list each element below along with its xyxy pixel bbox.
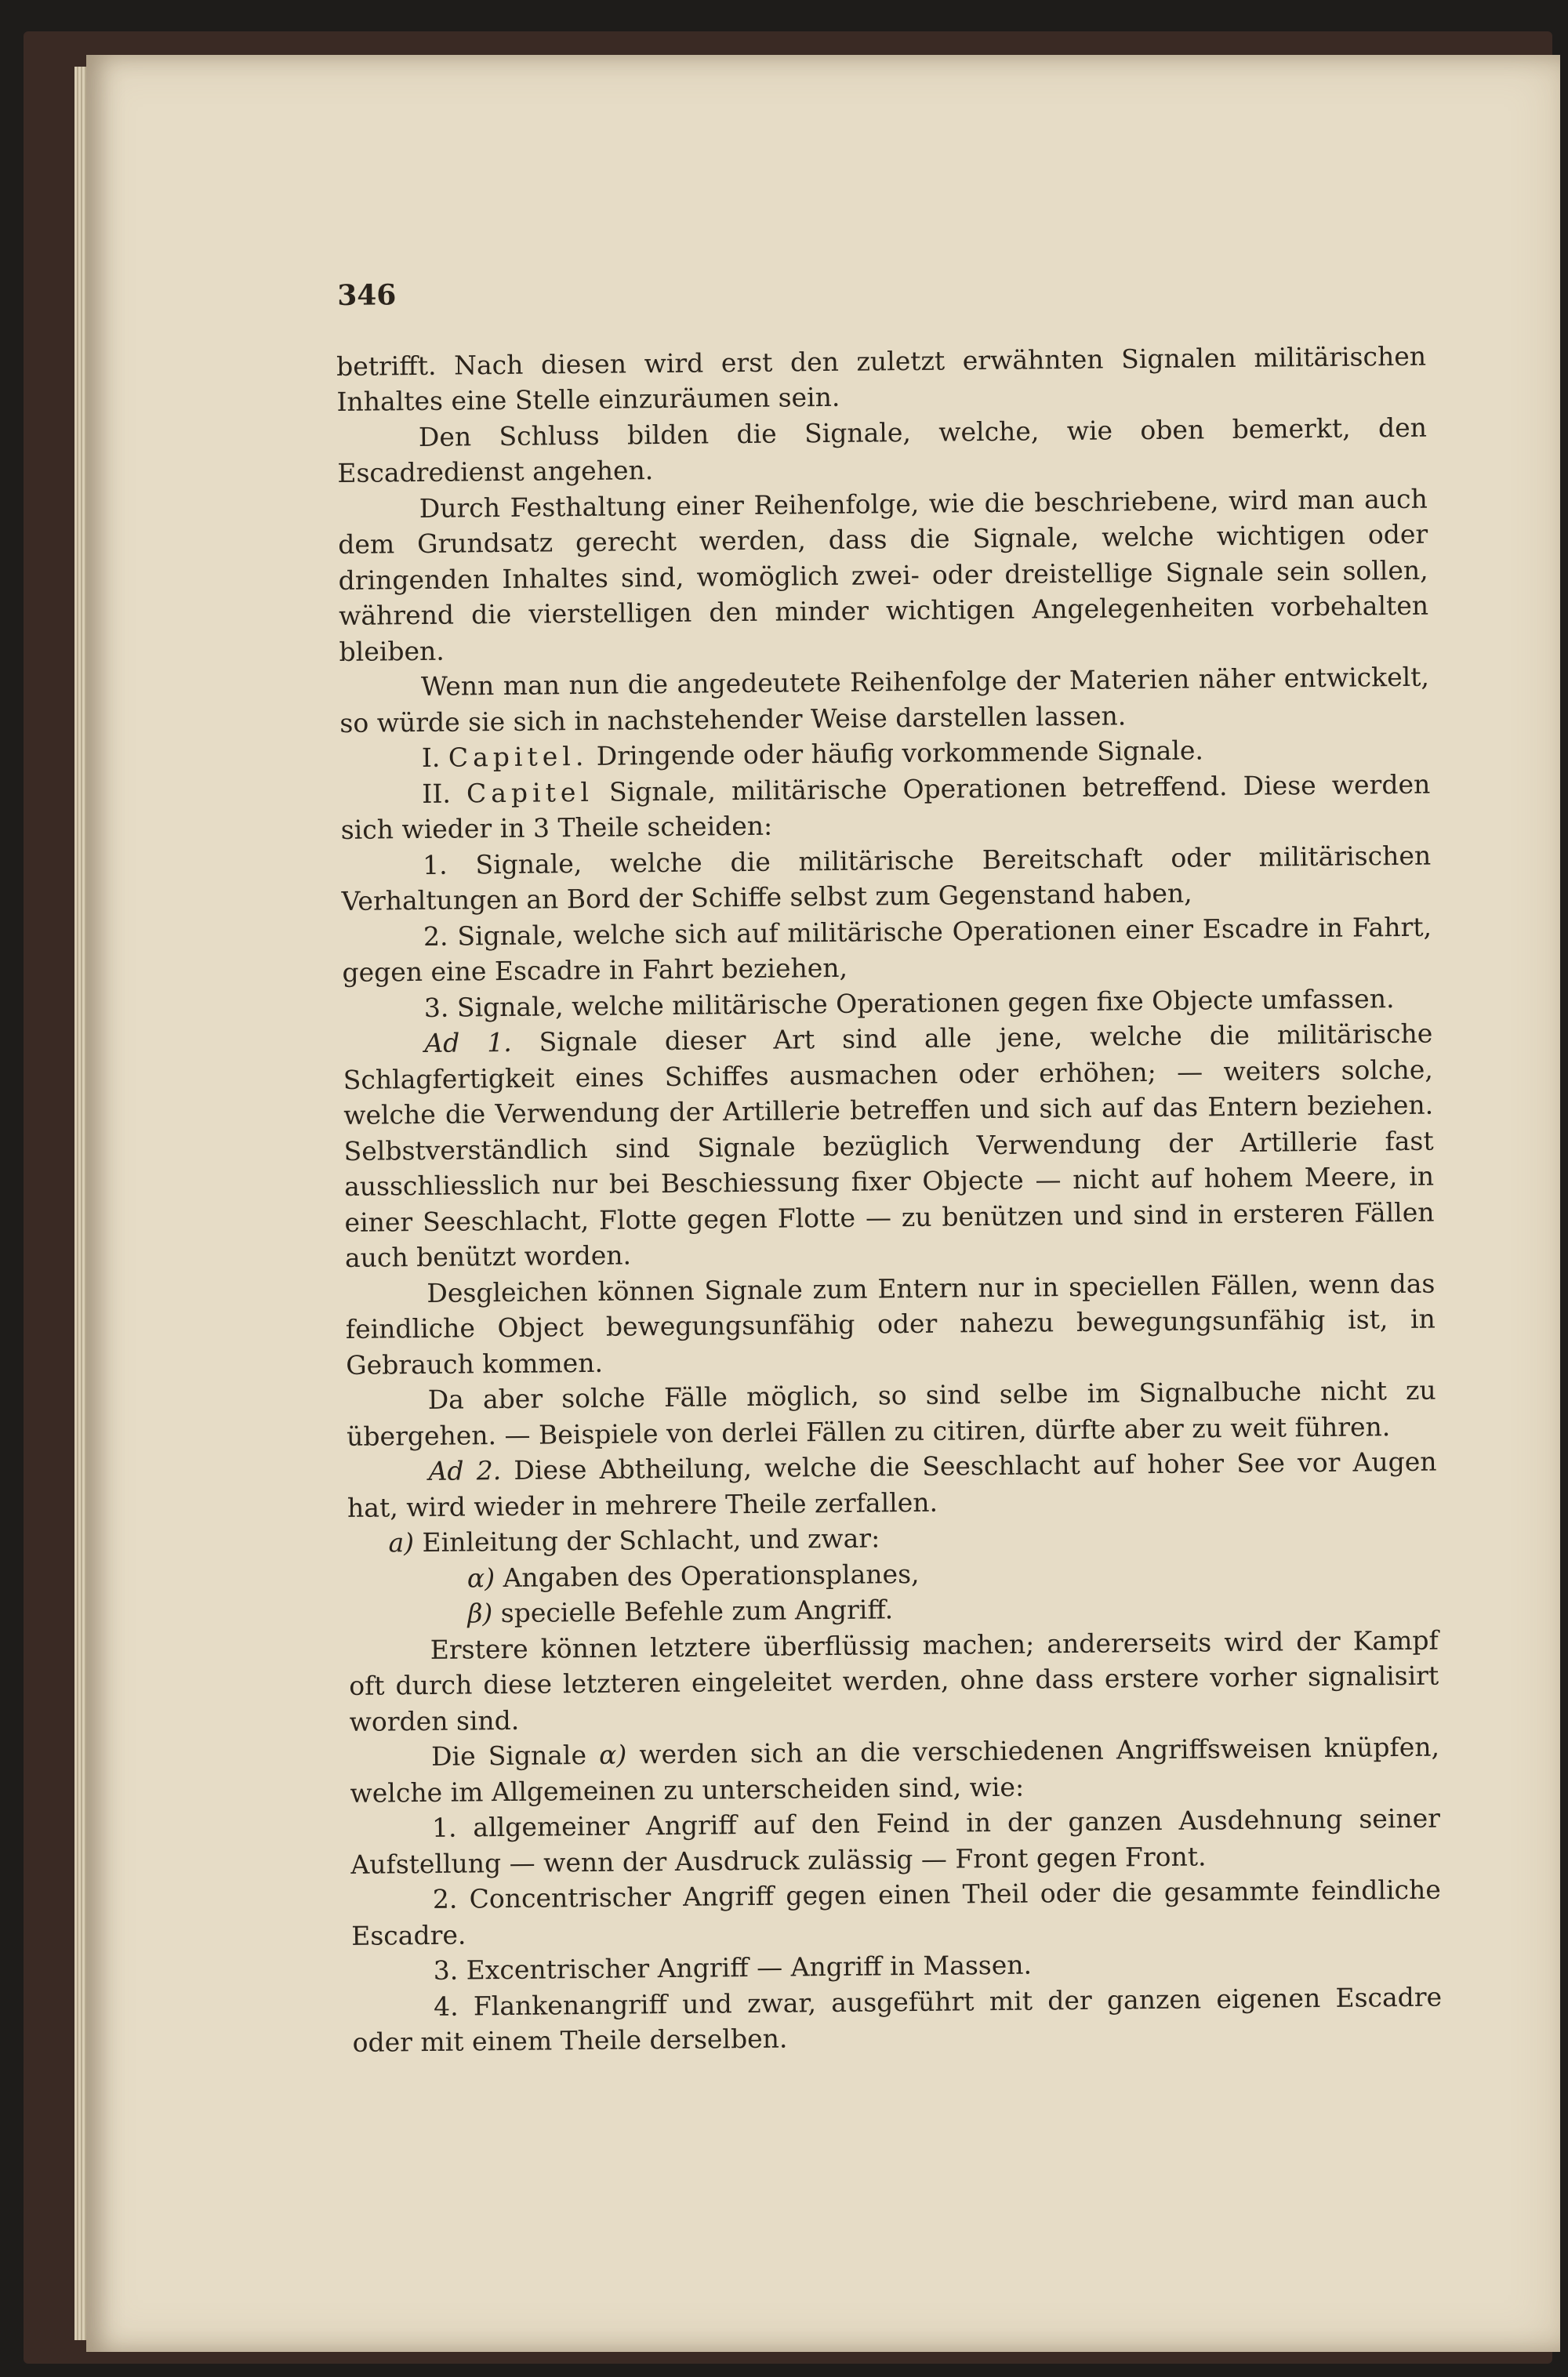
chapter-number: II. (422, 777, 467, 809)
list-item: 2. Signale, welche sich auf militärische Operationen einer Escadre in Fahrt, gegen eine Escadre in Fahrt beziehen, (342, 911, 1432, 988)
paragraph: Wenn man nun die angedeutete Reihenfolge der Materien näher entwickelt, so würde sie sich in nachstehender Weise darstellen lassen. (339, 661, 1430, 739)
page-number: 346 (337, 278, 397, 312)
chapter-text: Dringende oder häufig vorkommende Signale. (588, 735, 1204, 771)
chapter-word: Capitel (466, 776, 594, 808)
section-marker: Ad 1. (424, 1026, 512, 1058)
section-marker: Ad 2. (428, 1455, 502, 1486)
chapter-number: I. (421, 742, 449, 773)
sub-item-marker: α) (598, 1739, 627, 1770)
sub-item-marker: α) (466, 1562, 495, 1593)
list-item: 4. Flankenangriff und zwar, ausgeführt mit der ganzen eigenen Escadre oder mit einem Theile derselben. (352, 1981, 1443, 2058)
paragraph: Durch Festhaltung einer Reihenfolge, wie die beschriebene, wird man auch dem Grundsatz gerecht werden, dass die Signale, welche wichtigen oder dringenden Inhaltes sind, womöglich zwei- oder dreistellige Signale sein sollen, während die vierstelligen den minder wichtigen Angelegenheiten vorbehalten bleiben. (338, 483, 1429, 667)
paragraph-text: Signale dieser Art sind alle jene, welche die militärische Schlagfertigkeit eines Schiffes ausmachen oder erhöhen; — weiters solche, welche die Verwendung der Artillerie betreffen und sich auf das Entern beziehen. Selbstverständlich sind Signale bezüglich Verwendung der Artillerie fast ausschliesslich nur bei Beschiessung fixer Objecte — nicht auf hohem Meere, in einer Seeschlacht, Flotte gegen Flotte — zu benützen und sind in ersteren Fällen auch benützt worden. (343, 1018, 1435, 1273)
paragraph: Desgleichen können Signale zum Entern nur in speciellen Fällen, wenn das feindliche Object bewegungsunfähig oder nahezu bewegungsunfähig ist, in Gebrauch kommen. (345, 1268, 1436, 1381)
paragraph: Erstere können letztere überflüssig machen; andererseits wird der Kampf oft durch diese letzteren eingeleitet werden, ohne dass erstere vorher signalisirt worden sind. (349, 1624, 1439, 1737)
list-item: 3. Excentrischer Angriff — Angriff in Massen. (433, 1949, 1033, 1986)
paragraph: Den Schluss bilden die Signale, welche, wie oben bemerkt, den Escadredienst angehen. (337, 412, 1428, 488)
chapter-word: Capitel. (448, 740, 589, 773)
paragraph (350, 1729, 1440, 1811)
sub-item-text: specielle Befehle zum Angriff. (492, 1594, 894, 1629)
page-text-block (336, 268, 1443, 2061)
paragraph (347, 1444, 1437, 1526)
paragraph-text: Diese Abtheilung, welche die Seeschlacht auf hoher See vor Augen hat, wird wieder in mehrere Theile zerfallen. (347, 1446, 1437, 1523)
chapter-text: Signale, militärische Operationen betreffend. Diese werden sich wieder in 3 Theile scheiden: (340, 768, 1431, 845)
sub-item-text: Einleitung der Schlacht, und zwar: (413, 1522, 880, 1559)
list-item: 1. Signale, welche die militärische Bereitschaft oder militärischen Verhaltungen an Bord der Schiffe selbst zum Gegenstand haben, (341, 840, 1432, 916)
list-item: 2. Concentrischer Angriff gegen einen Theil oder die gesammte feindliche Escadre. (351, 1874, 1441, 1951)
sub-item-text: Angaben des Operationsplanes, (494, 1558, 920, 1593)
list-item: 1. allgemeiner Angriff auf den Feind in der ganzen Ausdehnung seiner Aufstellung — wenn der Ausdruck zulässig — Front gegen Front. (350, 1802, 1441, 1880)
list-item: 3. Signale, welche militärische Operationen gegen fixe Objecte umfassen. (423, 982, 1395, 1023)
chapter-line (340, 766, 1431, 847)
sub-item-marker: a) (388, 1527, 415, 1559)
paragraph-text: werden sich an die verschiedenen Angriffsweisen knüpfen, welche im Allgemeinen zu unterscheiden sind, wie: (350, 1731, 1440, 1809)
paragraph (343, 1016, 1435, 1276)
paragraph: betrifft. Nach diesen wird erst den zuletzt erwähnten Signalen militärischen Inhaltes eine Stelle einzuräumen sein. (336, 340, 1427, 417)
sub-item-marker: β) (467, 1598, 493, 1629)
paragraph-lead: Die Signale (430, 1739, 600, 1772)
paragraph: Da aber solche Fälle möglich, so sind selbe im Signalbuche nicht zu übergehen. — Beispiele von derlei Fällen zu citiren, dürfte aber zu weit führen. (346, 1374, 1436, 1452)
